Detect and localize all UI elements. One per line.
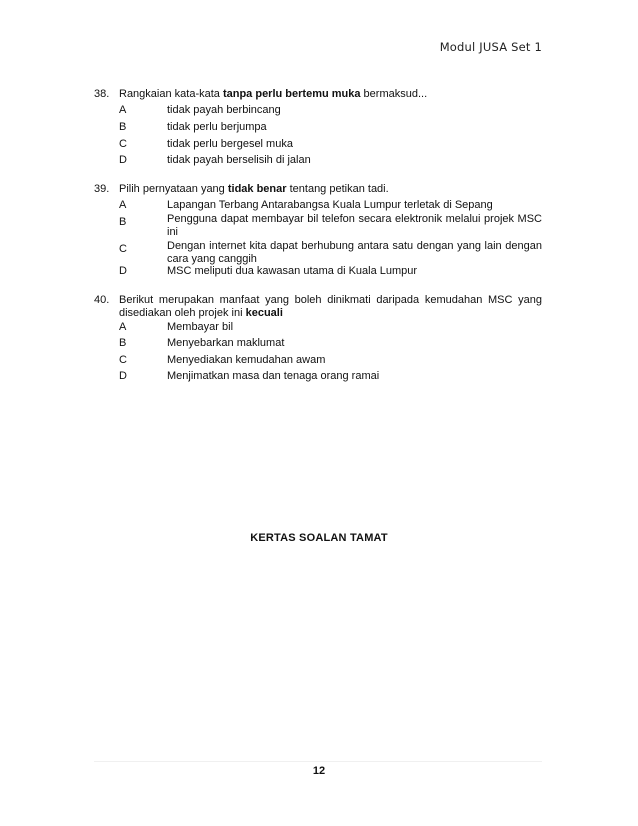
question-number: 39. <box>94 183 110 195</box>
question-stem: Rangkaian kata-kata tanpa perlu bertemu muka bermaksud... <box>119 88 428 100</box>
page-header: Modul JUSA Set 1 <box>439 40 542 54</box>
question-number: 40. <box>94 294 110 306</box>
option-letter: D <box>119 265 127 277</box>
option-text: Menjimatkan masa dan tenaga orang ramai <box>167 370 380 382</box>
option-text: tidak payah berselisih di jalan <box>167 154 311 166</box>
end-of-paper-title: KERTAS SOALAN TAMAT <box>250 532 388 544</box>
option-letter: A <box>119 199 127 211</box>
question-stem: Pilih pernyataan yang tidak benar tentang petikan tadi. <box>119 183 389 195</box>
option-letter: A <box>119 321 127 333</box>
option-text: Lapangan Terbang Antarabangsa Kuala Lumpur terletak di Sepang <box>167 199 493 211</box>
option-letter: C <box>119 243 127 255</box>
option-letter: C <box>119 354 127 366</box>
option-text: Menyediakan kemudahan awam <box>167 354 326 366</box>
option-letter: C <box>119 138 127 150</box>
option-letter: A <box>119 104 127 116</box>
stem-emphasis: kecuali <box>245 307 283 319</box>
option-letter: B <box>119 121 127 133</box>
page-number: 12 <box>312 765 326 777</box>
option-text: Pengguna dapat membayar bil telefon secara elektronik melalui projek MSC ini <box>167 213 542 238</box>
option-text: Menyebarkan maklumat <box>167 337 285 349</box>
option-text: tidak perlu bergesel muka <box>167 138 293 150</box>
option-text: Membayar bil <box>167 321 234 333</box>
option-text: tidak perlu berjumpa <box>167 121 267 133</box>
option-letter: D <box>119 370 127 382</box>
stem-emphasis: tidak benar <box>227 183 287 195</box>
option-letter: B <box>119 216 127 228</box>
option-letter: B <box>119 337 127 349</box>
option-text: Dengan internet kita dapat berhubung antara satu dengan yang lain dengan cara yang canggih <box>167 240 542 265</box>
option-text: MSC meliputi dua kawasan utama di Kuala Lumpur <box>167 265 418 277</box>
question-number: 38. <box>94 88 110 100</box>
stem-emphasis: tanpa perlu bertemu muka <box>222 88 361 100</box>
question-stem: Berikut merupakan manfaat yang boleh dinikmati daripada kemudahan MSC yang disediakan oleh projek ini kecuali <box>119 294 542 319</box>
option-text: tidak payah berbincang <box>167 104 281 116</box>
footer-divider <box>94 761 542 762</box>
option-letter: D <box>119 154 127 166</box>
